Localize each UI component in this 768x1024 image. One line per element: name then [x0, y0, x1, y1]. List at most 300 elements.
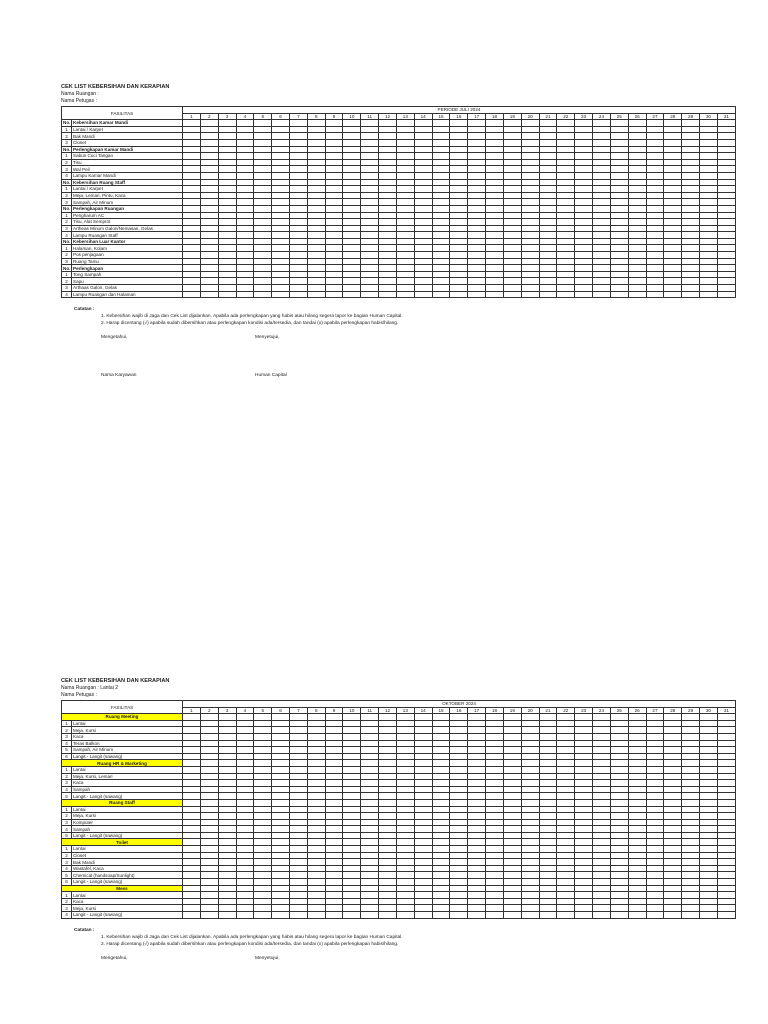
check-cell[interactable]: [700, 733, 718, 740]
check-cell[interactable]: [628, 291, 646, 298]
check-cell[interactable]: [557, 740, 575, 747]
check-cell[interactable]: [414, 225, 432, 232]
check-cell[interactable]: [343, 245, 361, 252]
check-cell[interactable]: [414, 245, 432, 252]
check-cell[interactable]: [289, 819, 307, 826]
check-cell[interactable]: [664, 146, 682, 153]
check-cell[interactable]: [717, 714, 735, 721]
check-cell[interactable]: [575, 192, 593, 199]
check-cell[interactable]: [289, 766, 307, 773]
check-cell[interactable]: [717, 285, 735, 292]
check-cell[interactable]: [682, 819, 700, 826]
check-cell[interactable]: [450, 912, 468, 919]
check-cell[interactable]: [539, 780, 557, 787]
check-cell[interactable]: [646, 799, 664, 806]
check-cell[interactable]: [236, 819, 254, 826]
check-cell[interactable]: [593, 892, 611, 899]
check-cell[interactable]: [343, 212, 361, 219]
check-cell[interactable]: [307, 219, 325, 226]
check-cell[interactable]: [361, 760, 379, 767]
check-cell[interactable]: [432, 806, 450, 813]
check-cell[interactable]: [575, 126, 593, 133]
check-cell[interactable]: [361, 166, 379, 173]
check-cell[interactable]: [272, 879, 290, 886]
check-cell[interactable]: [218, 153, 236, 160]
check-cell[interactable]: [539, 852, 557, 859]
check-cell[interactable]: [325, 773, 343, 780]
check-cell[interactable]: [557, 892, 575, 899]
check-cell[interactable]: [272, 238, 290, 245]
check-cell[interactable]: [379, 199, 397, 206]
check-cell[interactable]: [593, 146, 611, 153]
check-cell[interactable]: [521, 126, 539, 133]
check-cell[interactable]: [289, 780, 307, 787]
check-cell[interactable]: [396, 912, 414, 919]
check-cell[interactable]: [289, 271, 307, 278]
check-cell[interactable]: [557, 245, 575, 252]
check-cell[interactable]: [575, 720, 593, 727]
check-cell[interactable]: [486, 172, 504, 179]
check-cell[interactable]: [503, 806, 521, 813]
check-cell[interactable]: [218, 166, 236, 173]
check-cell[interactable]: [664, 826, 682, 833]
check-cell[interactable]: [183, 766, 201, 773]
check-cell[interactable]: [183, 271, 201, 278]
check-cell[interactable]: [325, 766, 343, 773]
check-cell[interactable]: [200, 166, 218, 173]
check-cell[interactable]: [610, 832, 628, 839]
check-cell[interactable]: [361, 865, 379, 872]
check-cell[interactable]: [218, 806, 236, 813]
check-cell[interactable]: [557, 192, 575, 199]
check-cell[interactable]: [272, 760, 290, 767]
check-cell[interactable]: [521, 714, 539, 721]
check-cell[interactable]: [468, 232, 486, 239]
check-cell[interactable]: [272, 199, 290, 206]
check-cell[interactable]: [325, 740, 343, 747]
check-cell[interactable]: [200, 773, 218, 780]
check-cell[interactable]: [575, 760, 593, 767]
check-cell[interactable]: [450, 238, 468, 245]
check-cell[interactable]: [468, 172, 486, 179]
check-cell[interactable]: [361, 813, 379, 820]
check-cell[interactable]: [325, 905, 343, 912]
check-cell[interactable]: [236, 832, 254, 839]
check-cell[interactable]: [557, 872, 575, 879]
check-cell[interactable]: [272, 813, 290, 820]
check-cell[interactable]: [236, 905, 254, 912]
check-cell[interactable]: [414, 192, 432, 199]
check-cell[interactable]: [575, 872, 593, 879]
check-cell[interactable]: [325, 172, 343, 179]
check-cell[interactable]: [432, 271, 450, 278]
check-cell[interactable]: [289, 714, 307, 721]
check-cell[interactable]: [700, 238, 718, 245]
check-cell[interactable]: [628, 245, 646, 252]
check-cell[interactable]: [468, 799, 486, 806]
check-cell[interactable]: [717, 120, 735, 127]
check-cell[interactable]: [700, 826, 718, 833]
check-cell[interactable]: [361, 852, 379, 859]
check-cell[interactable]: [700, 199, 718, 206]
check-cell[interactable]: [575, 139, 593, 146]
check-cell[interactable]: [361, 714, 379, 721]
check-cell[interactable]: [343, 192, 361, 199]
check-cell[interactable]: [521, 846, 539, 853]
check-cell[interactable]: [450, 153, 468, 160]
check-cell[interactable]: [432, 219, 450, 226]
check-cell[interactable]: [200, 133, 218, 140]
check-cell[interactable]: [218, 225, 236, 232]
check-cell[interactable]: [646, 192, 664, 199]
check-cell[interactable]: [379, 252, 397, 259]
check-cell[interactable]: [200, 872, 218, 879]
check-cell[interactable]: [396, 832, 414, 839]
check-cell[interactable]: [486, 846, 504, 853]
check-cell[interactable]: [717, 212, 735, 219]
check-cell[interactable]: [379, 278, 397, 285]
check-cell[interactable]: [272, 159, 290, 166]
check-cell[interactable]: [468, 912, 486, 919]
check-cell[interactable]: [521, 859, 539, 866]
check-cell[interactable]: [557, 285, 575, 292]
check-cell[interactable]: [272, 892, 290, 899]
check-cell[interactable]: [575, 146, 593, 153]
check-cell[interactable]: [646, 166, 664, 173]
check-cell[interactable]: [414, 826, 432, 833]
check-cell[interactable]: [700, 872, 718, 879]
check-cell[interactable]: [414, 714, 432, 721]
check-cell[interactable]: [307, 753, 325, 760]
check-cell[interactable]: [503, 199, 521, 206]
check-cell[interactable]: [593, 225, 611, 232]
check-cell[interactable]: [200, 232, 218, 239]
check-cell[interactable]: [289, 813, 307, 820]
check-cell[interactable]: [503, 285, 521, 292]
check-cell[interactable]: [664, 179, 682, 186]
check-cell[interactable]: [664, 793, 682, 800]
check-cell[interactable]: [717, 912, 735, 919]
check-cell[interactable]: [183, 172, 201, 179]
check-cell[interactable]: [646, 780, 664, 787]
check-cell[interactable]: [700, 898, 718, 905]
check-cell[interactable]: [414, 832, 432, 839]
check-cell[interactable]: [557, 826, 575, 833]
check-cell[interactable]: [628, 159, 646, 166]
check-cell[interactable]: [503, 733, 521, 740]
check-cell[interactable]: [200, 238, 218, 245]
check-cell[interactable]: [183, 139, 201, 146]
check-cell[interactable]: [450, 753, 468, 760]
check-cell[interactable]: [700, 219, 718, 226]
check-cell[interactable]: [254, 773, 272, 780]
check-cell[interactable]: [289, 192, 307, 199]
check-cell[interactable]: [717, 219, 735, 226]
check-cell[interactable]: [646, 179, 664, 186]
check-cell[interactable]: [218, 879, 236, 886]
check-cell[interactable]: [218, 133, 236, 140]
check-cell[interactable]: [450, 885, 468, 892]
check-cell[interactable]: [379, 892, 397, 899]
check-cell[interactable]: [557, 905, 575, 912]
check-cell[interactable]: [539, 740, 557, 747]
check-cell[interactable]: [325, 139, 343, 146]
check-cell[interactable]: [272, 780, 290, 787]
check-cell[interactable]: [450, 799, 468, 806]
check-cell[interactable]: [700, 786, 718, 793]
check-cell[interactable]: [503, 852, 521, 859]
check-cell[interactable]: [236, 747, 254, 754]
check-cell[interactable]: [646, 773, 664, 780]
check-cell[interactable]: [646, 766, 664, 773]
check-cell[interactable]: [486, 258, 504, 265]
check-cell[interactable]: [575, 813, 593, 820]
check-cell[interactable]: [628, 780, 646, 787]
check-cell[interactable]: [325, 166, 343, 173]
check-cell[interactable]: [503, 786, 521, 793]
check-cell[interactable]: [254, 733, 272, 740]
check-cell[interactable]: [664, 126, 682, 133]
check-cell[interactable]: [361, 232, 379, 239]
check-cell[interactable]: [664, 720, 682, 727]
check-cell[interactable]: [396, 839, 414, 846]
check-cell[interactable]: [236, 133, 254, 140]
check-cell[interactable]: [379, 846, 397, 853]
check-cell[interactable]: [254, 199, 272, 206]
check-cell[interactable]: [593, 714, 611, 721]
check-cell[interactable]: [396, 786, 414, 793]
check-cell[interactable]: [628, 199, 646, 206]
check-cell[interactable]: [307, 852, 325, 859]
check-cell[interactable]: [236, 846, 254, 853]
check-cell[interactable]: [236, 786, 254, 793]
check-cell[interactable]: [610, 238, 628, 245]
check-cell[interactable]: [717, 727, 735, 734]
check-cell[interactable]: [343, 205, 361, 212]
check-cell[interactable]: [557, 727, 575, 734]
check-cell[interactable]: [575, 859, 593, 866]
check-cell[interactable]: [200, 839, 218, 846]
check-cell[interactable]: [183, 153, 201, 160]
check-cell[interactable]: [539, 153, 557, 160]
check-cell[interactable]: [593, 245, 611, 252]
check-cell[interactable]: [593, 166, 611, 173]
check-cell[interactable]: [218, 905, 236, 912]
check-cell[interactable]: [325, 159, 343, 166]
check-cell[interactable]: [236, 714, 254, 721]
check-cell[interactable]: [664, 252, 682, 259]
check-cell[interactable]: [432, 799, 450, 806]
check-cell[interactable]: [664, 291, 682, 298]
check-cell[interactable]: [521, 172, 539, 179]
check-cell[interactable]: [717, 252, 735, 259]
check-cell[interactable]: [450, 192, 468, 199]
check-cell[interactable]: [646, 760, 664, 767]
check-cell[interactable]: [289, 793, 307, 800]
check-cell[interactable]: [717, 859, 735, 866]
check-cell[interactable]: [432, 865, 450, 872]
check-cell[interactable]: [254, 219, 272, 226]
check-cell[interactable]: [432, 813, 450, 820]
check-cell[interactable]: [486, 879, 504, 886]
check-cell[interactable]: [593, 265, 611, 272]
check-cell[interactable]: [682, 139, 700, 146]
check-cell[interactable]: [236, 799, 254, 806]
check-cell[interactable]: [218, 265, 236, 272]
check-cell[interactable]: [700, 859, 718, 866]
check-cell[interactable]: [450, 727, 468, 734]
check-cell[interactable]: [343, 839, 361, 846]
check-cell[interactable]: [610, 773, 628, 780]
check-cell[interactable]: [468, 153, 486, 160]
check-cell[interactable]: [717, 747, 735, 754]
check-cell[interactable]: [218, 159, 236, 166]
check-cell[interactable]: [557, 859, 575, 866]
check-cell[interactable]: [539, 291, 557, 298]
check-cell[interactable]: [325, 826, 343, 833]
check-cell[interactable]: [254, 832, 272, 839]
check-cell[interactable]: [414, 166, 432, 173]
check-cell[interactable]: [503, 714, 521, 721]
check-cell[interactable]: [432, 832, 450, 839]
check-cell[interactable]: [361, 126, 379, 133]
check-cell[interactable]: [628, 166, 646, 173]
check-cell[interactable]: [307, 252, 325, 259]
check-cell[interactable]: [610, 172, 628, 179]
check-cell[interactable]: [432, 285, 450, 292]
check-cell[interactable]: [183, 232, 201, 239]
check-cell[interactable]: [254, 120, 272, 127]
check-cell[interactable]: [218, 846, 236, 853]
check-cell[interactable]: [343, 186, 361, 193]
check-cell[interactable]: [183, 898, 201, 905]
check-cell[interactable]: [575, 865, 593, 872]
check-cell[interactable]: [682, 852, 700, 859]
check-cell[interactable]: [379, 232, 397, 239]
check-cell[interactable]: [183, 192, 201, 199]
check-cell[interactable]: [272, 172, 290, 179]
check-cell[interactable]: [700, 780, 718, 787]
check-cell[interactable]: [307, 905, 325, 912]
check-cell[interactable]: [700, 172, 718, 179]
check-cell[interactable]: [468, 859, 486, 866]
check-cell[interactable]: [682, 892, 700, 899]
check-cell[interactable]: [325, 238, 343, 245]
check-cell[interactable]: [682, 898, 700, 905]
check-cell[interactable]: [700, 727, 718, 734]
check-cell[interactable]: [183, 905, 201, 912]
check-cell[interactable]: [646, 245, 664, 252]
check-cell[interactable]: [539, 186, 557, 193]
check-cell[interactable]: [646, 225, 664, 232]
check-cell[interactable]: [593, 912, 611, 919]
check-cell[interactable]: [396, 146, 414, 153]
check-cell[interactable]: [664, 753, 682, 760]
check-cell[interactable]: [610, 285, 628, 292]
check-cell[interactable]: [557, 186, 575, 193]
check-cell[interactable]: [468, 892, 486, 899]
check-cell[interactable]: [628, 846, 646, 853]
check-cell[interactable]: [200, 146, 218, 153]
check-cell[interactable]: [610, 885, 628, 892]
check-cell[interactable]: [503, 793, 521, 800]
check-cell[interactable]: [468, 714, 486, 721]
check-cell[interactable]: [682, 252, 700, 259]
check-cell[interactable]: [503, 780, 521, 787]
check-cell[interactable]: [468, 126, 486, 133]
check-cell[interactable]: [664, 166, 682, 173]
check-cell[interactable]: [396, 892, 414, 899]
check-cell[interactable]: [664, 780, 682, 787]
check-cell[interactable]: [236, 212, 254, 219]
check-cell[interactable]: [557, 806, 575, 813]
check-cell[interactable]: [254, 271, 272, 278]
check-cell[interactable]: [289, 159, 307, 166]
check-cell[interactable]: [610, 278, 628, 285]
check-cell[interactable]: [557, 885, 575, 892]
check-cell[interactable]: [503, 773, 521, 780]
check-cell[interactable]: [646, 747, 664, 754]
check-cell[interactable]: [183, 852, 201, 859]
check-cell[interactable]: [414, 153, 432, 160]
check-cell[interactable]: [325, 747, 343, 754]
check-cell[interactable]: [396, 747, 414, 754]
check-cell[interactable]: [593, 139, 611, 146]
check-cell[interactable]: [646, 205, 664, 212]
check-cell[interactable]: [343, 278, 361, 285]
check-cell[interactable]: [289, 905, 307, 912]
check-cell[interactable]: [325, 780, 343, 787]
check-cell[interactable]: [361, 898, 379, 905]
check-cell[interactable]: [325, 892, 343, 899]
check-cell[interactable]: [521, 153, 539, 160]
check-cell[interactable]: [236, 898, 254, 905]
check-cell[interactable]: [539, 839, 557, 846]
check-cell[interactable]: [486, 813, 504, 820]
check-cell[interactable]: [325, 126, 343, 133]
check-cell[interactable]: [200, 192, 218, 199]
check-cell[interactable]: [183, 753, 201, 760]
check-cell[interactable]: [700, 865, 718, 872]
check-cell[interactable]: [218, 872, 236, 879]
check-cell[interactable]: [664, 159, 682, 166]
check-cell[interactable]: [700, 793, 718, 800]
check-cell[interactable]: [539, 139, 557, 146]
check-cell[interactable]: [236, 859, 254, 866]
check-cell[interactable]: [521, 912, 539, 919]
check-cell[interactable]: [432, 186, 450, 193]
check-cell[interactable]: [646, 139, 664, 146]
check-cell[interactable]: [218, 285, 236, 292]
check-cell[interactable]: [700, 146, 718, 153]
check-cell[interactable]: [468, 258, 486, 265]
check-cell[interactable]: [700, 799, 718, 806]
check-cell[interactable]: [646, 898, 664, 905]
check-cell[interactable]: [379, 153, 397, 160]
check-cell[interactable]: [539, 872, 557, 879]
check-cell[interactable]: [628, 205, 646, 212]
check-cell[interactable]: [254, 799, 272, 806]
check-cell[interactable]: [646, 832, 664, 839]
check-cell[interactable]: [343, 898, 361, 905]
check-cell[interactable]: [236, 892, 254, 899]
check-cell[interactable]: [593, 133, 611, 140]
check-cell[interactable]: [717, 232, 735, 239]
check-cell[interactable]: [664, 727, 682, 734]
check-cell[interactable]: [646, 219, 664, 226]
check-cell[interactable]: [486, 192, 504, 199]
check-cell[interactable]: [414, 753, 432, 760]
